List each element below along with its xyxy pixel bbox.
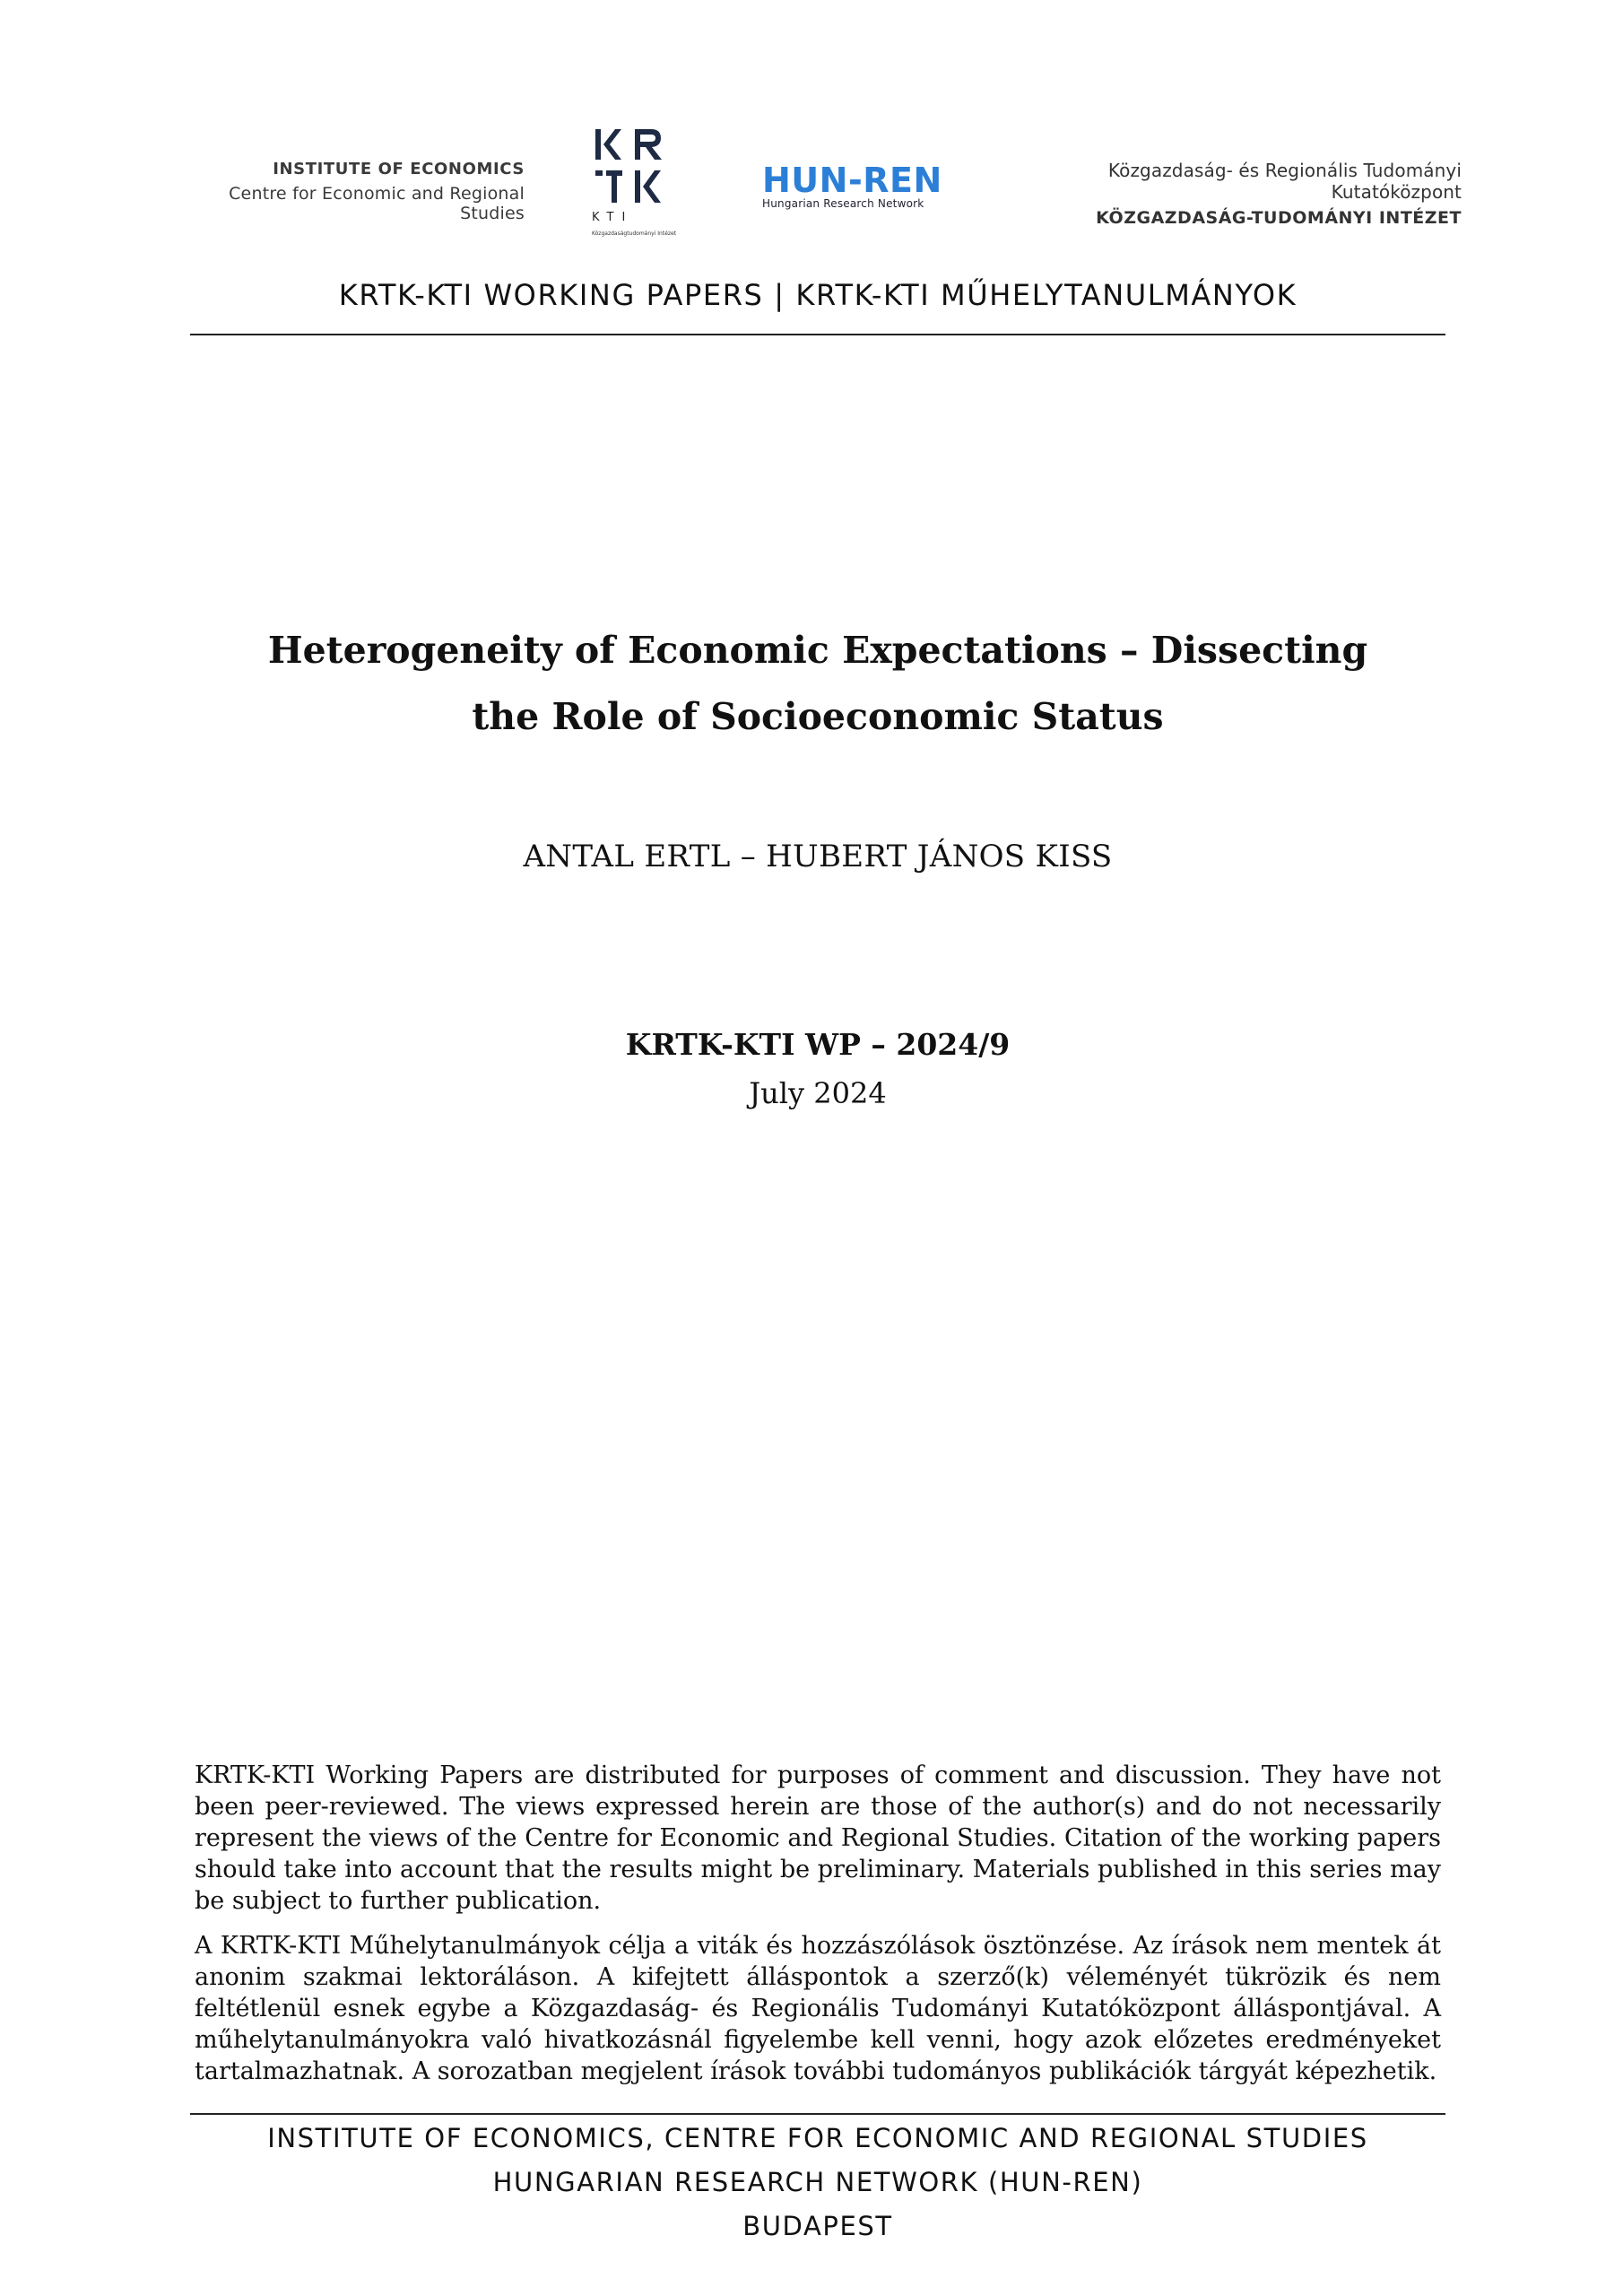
- disclaimer-hungarian: A KRTK-KTI Műhelytanulmányok célja a viták és hozzászólások ösztönzése. Az írások nem mentek át anonim szakmai lektoráláson. A kifejtett álláspontok a szerző(k) véleményét tükrözik és nem feltétlenül esnek egybe a Közgazdaság- és Regionális Tudományi Kutatóközpont álláspontjával. A műhelytanulmányokra való hivatkozásnál figyelembe kell venni, hogy azok előzetes eredményeket tartalmazhatnak. A sorozatban megjelent írások további tudományos publikációk tárgyát képezhetik.: [195, 1932, 1441, 2085]
- krtk-mark-icon: [592, 126, 681, 211]
- footer-institute: INSTITUTE OF ECONOMICS, CENTRE FOR ECONOMIC AND REGIONAL STUDIES: [267, 2123, 1368, 2153]
- header-divider: [190, 334, 1445, 335]
- hun-ren-logo: [762, 161, 959, 210]
- paper-title: [190, 617, 1445, 750]
- footer-city: BUDAPEST: [742, 2211, 893, 2241]
- authors: ANTAL ERTL – HUBERT JÁNOS KISS: [523, 839, 1113, 874]
- hun-ren-name: HUN-REN: [762, 161, 942, 200]
- hun-ren-subtitle: Hungarian Research Network: [762, 197, 924, 210]
- publication-date: July 2024: [749, 1076, 887, 1110]
- kozgazdasag-logo: [986, 160, 1462, 228]
- kozgaz-line2: KÖZGAZDASÁG-TUDOMÁNYI INTÉZET: [1096, 208, 1462, 228]
- krtk-kti-logo: [592, 126, 681, 251]
- logo-ie-line2: Centre for Economic and Regional Studies: [229, 184, 525, 223]
- logo-ie-line1: INSTITUTE OF ECONOMICS: [273, 160, 525, 178]
- kozgaz-line1: Közgazdaság- és Regionális Tudományi Kutatóközpont: [1107, 160, 1462, 203]
- disclaimer-english: KRTK-KTI Working Papers are distributed for purposes of comment and discussion. They have not been peer-reviewed. The views expressed herein are those of the author(s) and do not necessarily represent the views of the Centre for Economic and Regional Studies. Citation of the working papers should take into account that the results might be preliminary. Materials published in this series may be subject to further publication.: [195, 1761, 1441, 1915]
- paper-title-line1: Heterogeneity of Economic Expectations – Dissecting: [267, 629, 1368, 672]
- krtk-subtitle: Közgazdaságtudományi Intézet: [592, 230, 677, 237]
- series-title: KRTK-KTI WORKING PAPERS | KRTK-KTI MŰHELYTANULMÁNYOK: [338, 278, 1298, 312]
- working-paper-number: KRTK-KTI WP – 2024/9: [625, 1027, 1011, 1062]
- paper-title-line2: the Role of Socioeconomic Status: [472, 695, 1164, 738]
- krtk-acronym: KTI: [592, 211, 634, 224]
- footer-divider: [190, 2113, 1445, 2115]
- footer-network: HUNGARIAN RESEARCH NETWORK (HUN-REN): [492, 2167, 1143, 2197]
- institute-of-economics-logo: [179, 160, 525, 223]
